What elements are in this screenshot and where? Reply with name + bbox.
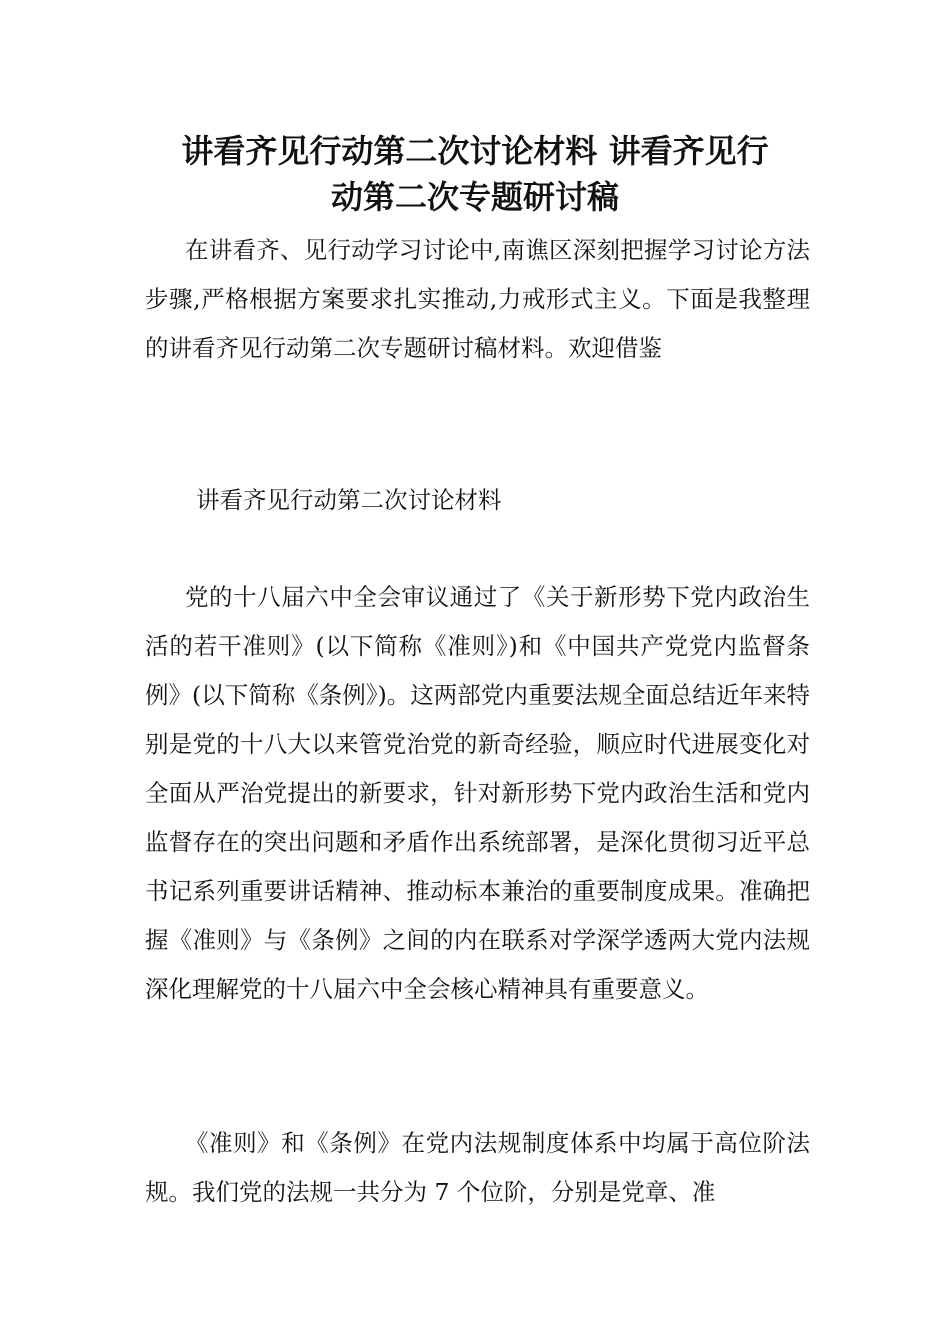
body-paragraph-2: 《准则》和《条例》在党内法规制度体系中均属于高位阶法规。我们党的法规一共分为 7 个位阶，分别是党章、准	[145, 1129, 810, 1206]
document-title-line2: 动第二次专题研讨稿	[330, 178, 619, 216]
section-subheading: 讲看齐见行动第二次讨论材料	[196, 486, 502, 514]
body-paragraph-1: 党的十八届六中全会审议通过了《关于新形势下党内政治生活的若干准则》(以下简称《准则》)和《中国共产党党内监督条例》(以下简称《条例》)。这两部党内重要法规全面总结近年来特别是党的十八大以来管党治党的新奇经验，顺应时代进展变化对全面从严治党提出的新要求，针对新形势下党内政治生活和党内监督存在的突出问题和矛盾作出系统部署，是深化贯彻习近平总书记系列重要讲话精神、推动标本兼治的重要制度成果。准确把握《准则》与《条例》之间的内在联系对学深学透两大党内法规深化理解党的十八届六中全会核心精神具有重要意义。	[145, 583, 810, 1003]
document-title-line1: 讲看齐见行动第二次讨论材料 讲看齐见行	[181, 132, 769, 170]
intro-paragraph: 在讲看齐、见行动学习讨论中,南谯区深刻把握学习讨论方法步骤,严格根据方案要求扎实推动,力戒形式主义。下面是我整理的讲看齐见行动第二次专题研讨稿材料。欢迎借鉴	[145, 236, 810, 362]
